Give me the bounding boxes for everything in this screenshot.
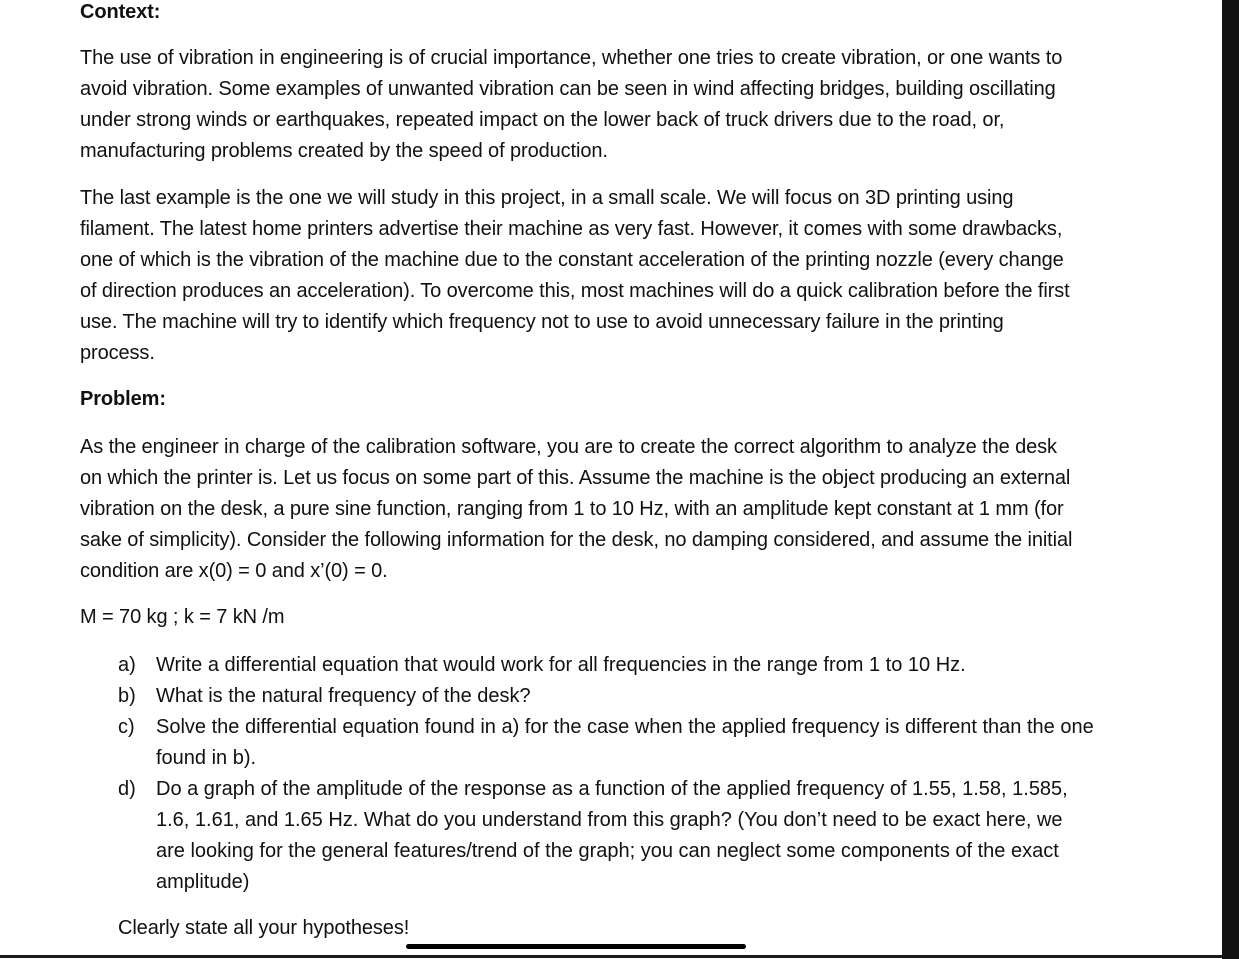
closing-note: Clearly state all your hypotheses!: [118, 917, 410, 939]
given-values: M = 70 kg ; k = 7 kN /m: [80, 606, 285, 628]
context-heading: Context:: [80, 1, 161, 23]
question-marker: d): [118, 778, 136, 800]
question-marker: c): [118, 716, 135, 738]
context-paragraph-1: The use of vibration in engineering is of crucial importance, whether one tries to create vibration, or one wants to avoid vibration. Some examples of unwanted vibration can be seen in wind affecting bridges, building oscillating under strong winds or earthquakes, repeated impact on the lower back of truck drivers due to the road, or, manufacturing problems created by the speed of production.: [80, 47, 1063, 162]
question-marker: b): [118, 685, 136, 707]
question-marker: a): [118, 654, 136, 676]
question-text: What is the natural frequency of the desk?: [156, 685, 531, 707]
problem-heading: Problem:: [80, 388, 166, 410]
home-indicator: [406, 944, 746, 949]
question-text: Solve the differential equation found in a) for the case when the applied frequency is different than the one found in b).: [156, 716, 1094, 769]
question-text: Write a differential equation that would work for all frequencies in the range from 1 to 10 Hz.: [156, 654, 966, 676]
context-paragraph-2: The last example is the one we will study in this project, in a small scale. We will focus on 3D printing using filament. The latest home printers advertise their machine as very fast. However, it comes with some drawbacks, one of which is the vibration of the machine due to the constant acceleration of the printing nozzle (every change of direction produces an acceleration). To overcome this, most machines will do a quick calibration before the first use. The machine will try to identify which frequency not to use to avoid unnecessary failure in the printing process.: [80, 187, 1070, 364]
page-bottom-divider: [0, 955, 1222, 958]
problem-paragraph: As the engineer in charge of the calibration software, you are to create the correct algorithm to analyze the desk on which the printer is. Let us focus on some part of this. Assume the machine is the object producing an external vibration on the desk, a pure sine function, ranging from 1 to 10 Hz, with an amplitude kept constant at 1 mm (for sake of simplicity). Consider the following information for the desk, no damping considered, and assume the initial condition are x(0) = 0 and x’(0) = 0.: [80, 436, 1073, 582]
question-text: Do a graph of the amplitude of the response as a function of the applied frequency of 1.55, 1.58, 1.585, 1.6, 1.61, and 1.65 Hz. What do you understand from this graph? (You don’t need to be exact here, we are looking for the general features/trend of the graph; you can neglect some components of the exact amplitude): [156, 778, 1068, 893]
right-edge-bar: [1222, 0, 1239, 959]
